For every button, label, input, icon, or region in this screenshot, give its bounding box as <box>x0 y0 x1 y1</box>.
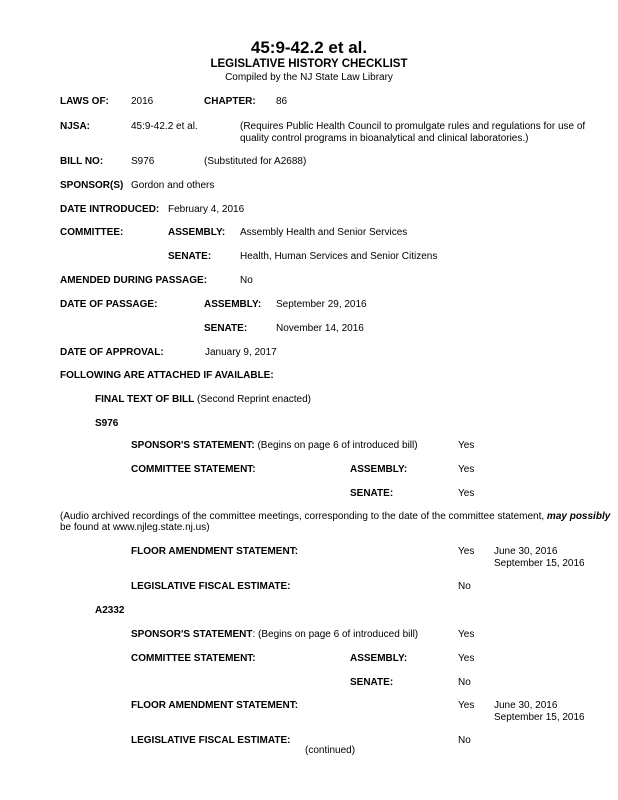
a2332-committee-senate-label: SENATE: <box>350 677 394 688</box>
s976-committee-assembly-value: Yes <box>458 464 475 475</box>
laws-of-value: 2016 <box>131 96 154 107</box>
final-text-row <box>95 394 311 406</box>
committee-assembly-label: ASSEMBLY: <box>168 227 226 238</box>
audio-note-emphasis: may possibly <box>546 511 611 522</box>
a2332-floor-amendment-date-2: September 15, 2016 <box>494 712 585 723</box>
passage-senate-label: SENATE: <box>204 323 248 334</box>
a2332-committee-assembly-value: Yes <box>458 653 475 664</box>
a2332-sponsor-statement-label: SPONSOR'S STATEMENT <box>131 629 253 640</box>
sponsors-value: Gordon and others <box>131 180 215 191</box>
a2332-heading: A2332 <box>95 605 125 616</box>
njsa-value: 45:9-42.2 et al. <box>131 121 198 132</box>
page-title: 45:9-42.2 et al. <box>250 38 368 57</box>
passage-senate-value: November 14, 2016 <box>276 323 364 334</box>
date-of-passage-label: DATE OF PASSAGE: <box>60 299 158 310</box>
a2332-floor-amendment-date-1: June 30, 2016 <box>494 700 558 711</box>
bill-no-value: S976 <box>131 156 155 167</box>
s976-committee-senate-label: SENATE: <box>350 488 394 499</box>
a2332-fiscal-estimate-label: LEGISLATIVE FISCAL ESTIMATE: <box>131 735 291 746</box>
a2332-sponsor-statement-value: Yes <box>458 629 475 640</box>
s976-floor-amendment-label: FLOOR AMENDMENT STATEMENT: <box>131 546 299 557</box>
s976-committee-statement-label: COMMITTEE STATEMENT: <box>131 464 256 475</box>
a2332-committee-statement-label: COMMITTEE STATEMENT: <box>131 653 256 664</box>
audio-note-line-2: be found at www.njleg.state.nj.us) <box>60 522 210 533</box>
committee-senate-value: Health, Human Services and Senior Citizens <box>240 251 438 262</box>
continued-note: (continued) <box>305 745 356 756</box>
committee-label: COMMITTEE: <box>60 227 124 238</box>
chapter-value: 86 <box>276 96 288 107</box>
amended-value: No <box>240 275 253 286</box>
committee-senate-label: SENATE: <box>168 251 212 262</box>
audio-note-text: (Audio archived recordings of the committee meetings, corresponding to the date of the committee statement, <box>60 511 547 522</box>
njsa-description-line-1: (Requires Public Health Council to promulgate rules and regulations for use of <box>240 121 586 132</box>
date-of-approval-label: DATE OF APPROVAL: <box>60 347 164 358</box>
chapter-label: CHAPTER: <box>204 96 256 107</box>
attachments-heading: FOLLOWING ARE ATTACHED IF AVAILABLE: <box>60 370 274 381</box>
a2332-committee-assembly-label: ASSEMBLY: <box>350 653 408 664</box>
passage-assembly-label: ASSEMBLY: <box>204 299 262 310</box>
s976-committee-senate-value: Yes <box>458 488 475 499</box>
page-subtitle: LEGISLATIVE HISTORY CHECKLIST <box>210 58 408 70</box>
s976-committee-assembly-label: ASSEMBLY: <box>350 464 408 475</box>
amended-label: AMENDED DURING PASSAGE: <box>60 275 208 286</box>
s976-sponsor-statement-row <box>131 440 418 452</box>
s976-floor-amendment-value: Yes <box>458 546 475 557</box>
njsa-label: NJSA: <box>60 121 91 132</box>
s976-heading: S976 <box>95 418 119 429</box>
njsa-description-line-2: quality control programs in bioanalytical and clinical laboratories.) <box>240 133 529 144</box>
s976-fiscal-estimate-label: LEGISLATIVE FISCAL ESTIMATE: <box>131 581 291 592</box>
committee-assembly-value: Assembly Health and Senior Services <box>240 227 408 238</box>
laws-of-label: LAWS OF: <box>60 96 109 107</box>
date-of-approval-value: January 9, 2017 <box>205 347 277 358</box>
s976-sponsor-statement-note: (Begins on page 6 of introduced bill) <box>257 440 418 451</box>
a2332-sponsor-statement-note: : (Begins on page 6 of introduced bill) <box>252 629 419 640</box>
passage-assembly-value: September 29, 2016 <box>276 299 367 310</box>
final-text-note: (Second Reprint enacted) <box>197 394 312 405</box>
date-introduced-value: February 4, 2016 <box>168 204 245 215</box>
bill-no-note: (Substituted for A2688) <box>204 156 307 167</box>
final-text-label: FINAL TEXT OF BILL <box>95 394 195 405</box>
a2332-committee-senate-value: No <box>458 677 471 688</box>
s976-sponsor-statement-label: SPONSOR'S STATEMENT: <box>131 440 255 451</box>
s976-fiscal-estimate-value: No <box>458 581 471 592</box>
s976-floor-amendment-date-2: September 15, 2016 <box>494 558 585 569</box>
sponsors-label: SPONSOR(S) <box>60 180 124 191</box>
a2332-sponsor-statement-row <box>131 629 418 641</box>
a2332-fiscal-estimate-value: No <box>458 735 471 746</box>
a2332-floor-amendment-label: FLOOR AMENDMENT STATEMENT: <box>131 700 299 711</box>
s976-sponsor-statement-value: Yes <box>458 440 475 451</box>
a2332-floor-amendment-value: Yes <box>458 700 475 711</box>
compiled-by: Compiled by the NJ State Law Library <box>225 72 393 83</box>
date-introduced-label: DATE INTRODUCED: <box>60 204 160 215</box>
bill-no-label: BILL NO: <box>60 156 104 167</box>
s976-floor-amendment-date-1: June 30, 2016 <box>494 546 558 557</box>
